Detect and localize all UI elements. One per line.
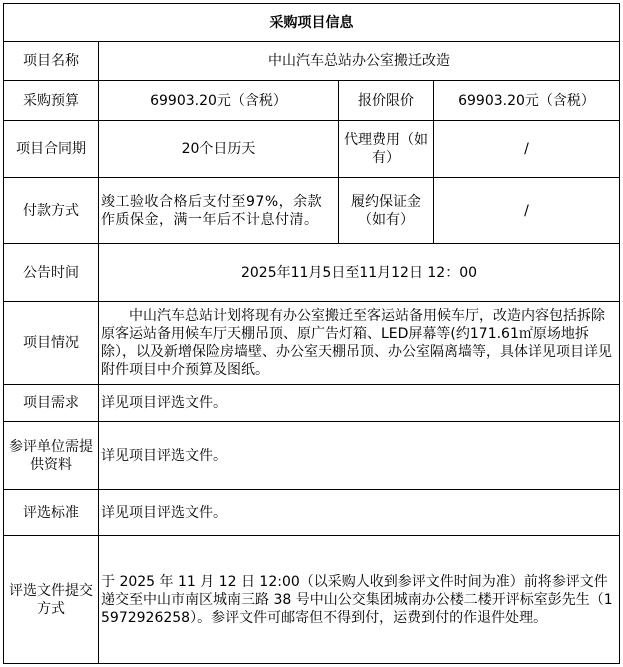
table-row [4,536,620,664]
performance-bond-value: / [434,178,620,244]
agency-fee-label: 代理费用（如有） [339,121,434,178]
table-row [4,4,620,42]
submission-method-label: 评选文件提交方式 [4,536,99,664]
agency-fee-value: / [434,121,620,178]
table-row [4,121,620,178]
project-requirement-value: 详见项目评选文件。 [99,385,620,422]
payment-value: 竣工验收合格后支付至97%，余款作质保金，满一年后不计息付清。 [99,178,339,244]
table-row [4,178,620,244]
required-materials-value: 详见项目评选文件。 [99,422,620,490]
table-row [4,422,620,490]
announce-time-value: 2025年11月5日至11月12日 12：00 [99,244,620,302]
table-row [4,385,620,422]
project-requirement-label: 项目需求 [4,385,99,422]
procurement-info-table [3,3,620,664]
criteria-label: 评选标准 [4,490,99,536]
submission-method-value: 于 2025 年 11 月 12 日 12:00（以采购人收到参评文件时间为准）前将参评文件递交至中山市南区城南三路 38 号中山公交集团城南办公楼二楼开评标室彭先生（15972926258）。参评文件可邮寄但不得到付，运费到付的作退件处理。 [99,536,620,664]
budget-label: 采购预算 [4,81,99,121]
contract-period-label: 项目合同期 [4,121,99,178]
announce-time-label: 公告时间 [4,244,99,302]
project-situation-label: 项目情况 [4,302,99,385]
price-limit-value: 69903.20元（含税） [434,81,620,121]
table-row [4,42,620,81]
price-limit-label: 报价限价 [339,81,434,121]
project-name-value: 中山汽车总站办公室搬迁改造 [99,42,620,81]
budget-value: 69903.20元（含税） [99,81,339,121]
table-row [4,490,620,536]
project-situation-value: 中山汽车总站计划将现有办公室搬迁至客运站备用候车厅，改造内容包括拆除原客运站备用候车厅天棚吊顶、原广告灯箱、LED屏幕等(约171.61㎡原场地拆除），以及新增保险房墙壁、办公室天棚吊顶、办公室隔离墙等，具体详见项目详见附件项目中介预算及图纸。 [99,302,620,385]
required-materials-label: 参评单位需提供资料 [4,422,99,490]
table-row [4,81,620,121]
criteria-value: 详见项目评选文件。 [99,490,620,536]
payment-label: 付款方式 [4,178,99,244]
table-row [4,244,620,302]
contract-period-value: 20个日历天 [99,121,339,178]
table-row [4,302,620,385]
performance-bond-label: 履约保证金（如有） [339,178,434,244]
table-title: 采购项目信息 [4,4,620,42]
project-name-label: 项目名称 [4,42,99,81]
